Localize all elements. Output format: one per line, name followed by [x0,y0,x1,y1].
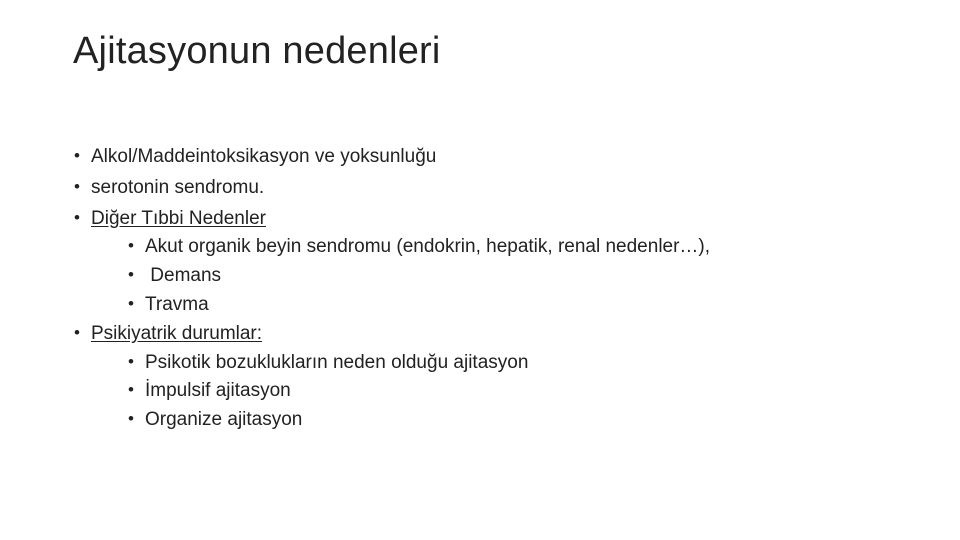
slide-title: Ajitasyonun nedenleri [73,30,441,72]
bullet-icon: • [74,146,80,165]
bullet-icon: • [128,265,134,285]
sub-bullet-text: Psikotik bozuklukların neden olduğu ajitasyon [145,351,529,373]
sub-bullet-text: İmpulsif ajitasyon [145,380,291,402]
sub-bullet-item [91,236,940,259]
bullet-text: Diğer Tıbbi Nedenler [91,207,266,229]
sub-bullet-item [91,409,940,432]
bullet-icon: • [128,351,134,371]
bullet-icon: • [128,293,134,313]
bullet-icon: • [128,380,134,400]
bullet-list [74,146,940,438]
bullet-text: serotonin sendromu. [91,176,265,198]
sub-bullet-list [91,352,940,432]
bullet-item-alcohol [74,146,940,169]
bullet-icon: • [74,207,80,227]
sub-bullet-item [91,380,940,403]
sub-bullet-text: Travma [145,293,209,315]
bullet-item-serotonin [74,177,940,200]
sub-bullet-item [91,294,940,317]
sub-bullet-text: Akut organik beyin sendromu (endokrin, hepatik, renal nedenler…), [145,236,711,258]
bullet-item-psychiatric [74,323,940,432]
sub-bullet-text: Organize ajitasyon [145,409,303,431]
bullet-icon: • [74,322,80,342]
sub-bullet-list [91,236,940,316]
sub-bullet-item [91,265,940,288]
bullet-icon: • [128,409,134,429]
bullet-text: Alkol/Maddeintoksikasyon ve yoksunluğu [91,146,437,167]
bullet-text: Psikiyatrik durumlar: [91,322,263,344]
sub-bullet-item [91,352,940,375]
bullet-item-medical-causes [74,208,940,317]
sub-bullet-text: Demans [145,265,222,287]
bullet-icon: • [74,176,80,196]
bullet-icon: • [128,236,134,256]
